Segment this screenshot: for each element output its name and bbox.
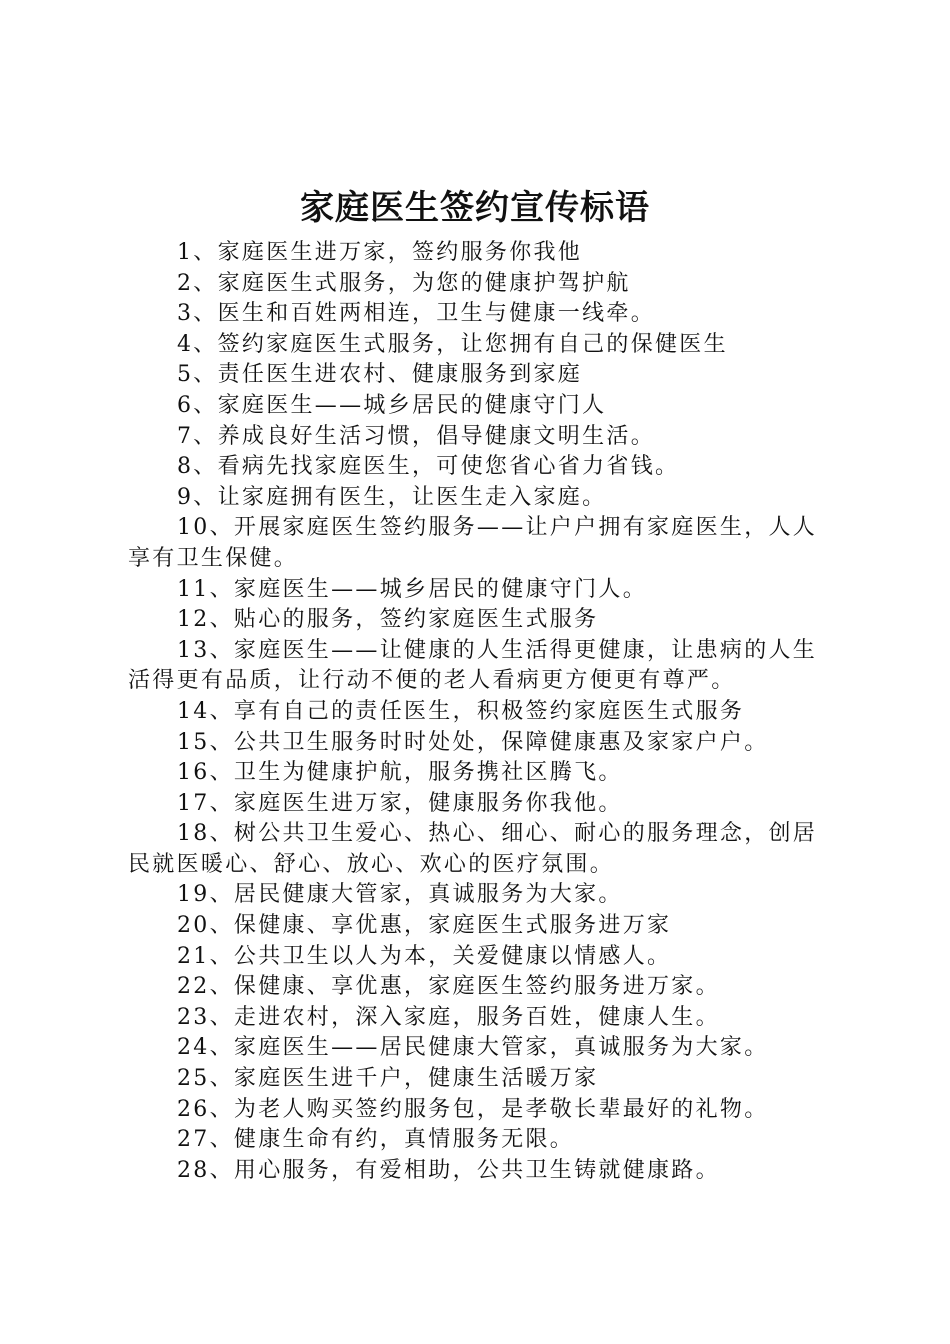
slogan-item: 14、享有自己的责任医生，积极签约家庭医生式服务 — [177, 698, 745, 724]
slogan-item: 15、公共卫生服务时时处处，保障健康惠及家家户户。 — [177, 729, 769, 755]
slogan-item: 7、养成良好生活习惯，倡导健康文明生活。 — [177, 423, 655, 449]
slogan-item: 27、健康生命有约，真情服务无限。 — [177, 1127, 575, 1153]
slogan-item: 11、家庭医生——城乡居民的健康守门人。 — [177, 576, 647, 602]
slogan-item: 23、走进农村，深入家庭，服务百姓，健康人生。 — [177, 1004, 720, 1030]
slogan-item: 25、家庭医生进千户，健康生活暖万家 — [177, 1066, 599, 1092]
slogan-item: 19、居民健康大管家，真诚服务为大家。 — [177, 882, 623, 908]
slogan-item: 16、卫生为健康护航，服务携社区腾飞。 — [177, 760, 623, 786]
slogan-list — [128, 238, 833, 1186]
slogan-item: 6、家庭医生——城乡居民的健康守门人 — [177, 392, 607, 418]
slogan-item: 10、开展家庭医生签约服务——让户户拥有家庭医生，人人享有卫生保健。 — [128, 515, 818, 571]
slogan-item: 21、公共卫生以人为本，关爱健康以情感人。 — [177, 943, 672, 969]
slogan-item: 20、保健康、享优惠，家庭医生式服务进万家 — [177, 913, 672, 939]
slogan-item: 8、看病先找家庭医生，可使您省心省力省钱。 — [177, 454, 680, 480]
document-title: 家庭医生签约宣传标语 — [300, 188, 650, 228]
slogan-item: 28、用心服务，有爱相助，公共卫生铸就健康路。 — [177, 1157, 720, 1183]
slogan-item: 3、医生和百姓两相连，卫生与健康一线牵。 — [177, 301, 655, 327]
slogan-item: 13、家庭医生——让健康的人生活得更健康，让患病的人生活得更有品质，让行动不便的老人看病更方便更有尊严。 — [128, 637, 818, 694]
slogan-item: 1、家庭医生进万家，签约服务你我他 — [177, 240, 583, 265]
slogan-item: 5、责任医生进农村、健康服务到家庭 — [177, 362, 583, 388]
slogan-item: 4、签约家庭医生式服务，让您拥有自己的保健医生 — [177, 331, 728, 357]
slogan-item: 2、家庭医生式服务，为您的健康护驾护航 — [177, 270, 631, 296]
slogan-item: 12、贴心的服务，签约家庭医生式服务 — [177, 607, 599, 633]
slogan-item: 17、家庭医生进万家，健康服务你我他。 — [177, 790, 623, 816]
slogan-item: 22、保健康、享优惠，家庭医生签约服务进万家。 — [177, 974, 720, 1000]
slogan-item: 18、树公共卫生爱心、热心、细心、耐心的服务理念，创居民就医暖心、舒心、放心、欢心的医疗氛围。 — [128, 821, 818, 877]
slogan-item: 24、家庭医生——居民健康大管家，真诚服务为大家。 — [177, 1035, 769, 1061]
slogan-item: 26、为老人购买签约服务包，是孝敬长辈最好的礼物。 — [177, 1096, 769, 1122]
slogan-item: 9、让家庭拥有医生，让医生走入家庭。 — [177, 484, 607, 510]
